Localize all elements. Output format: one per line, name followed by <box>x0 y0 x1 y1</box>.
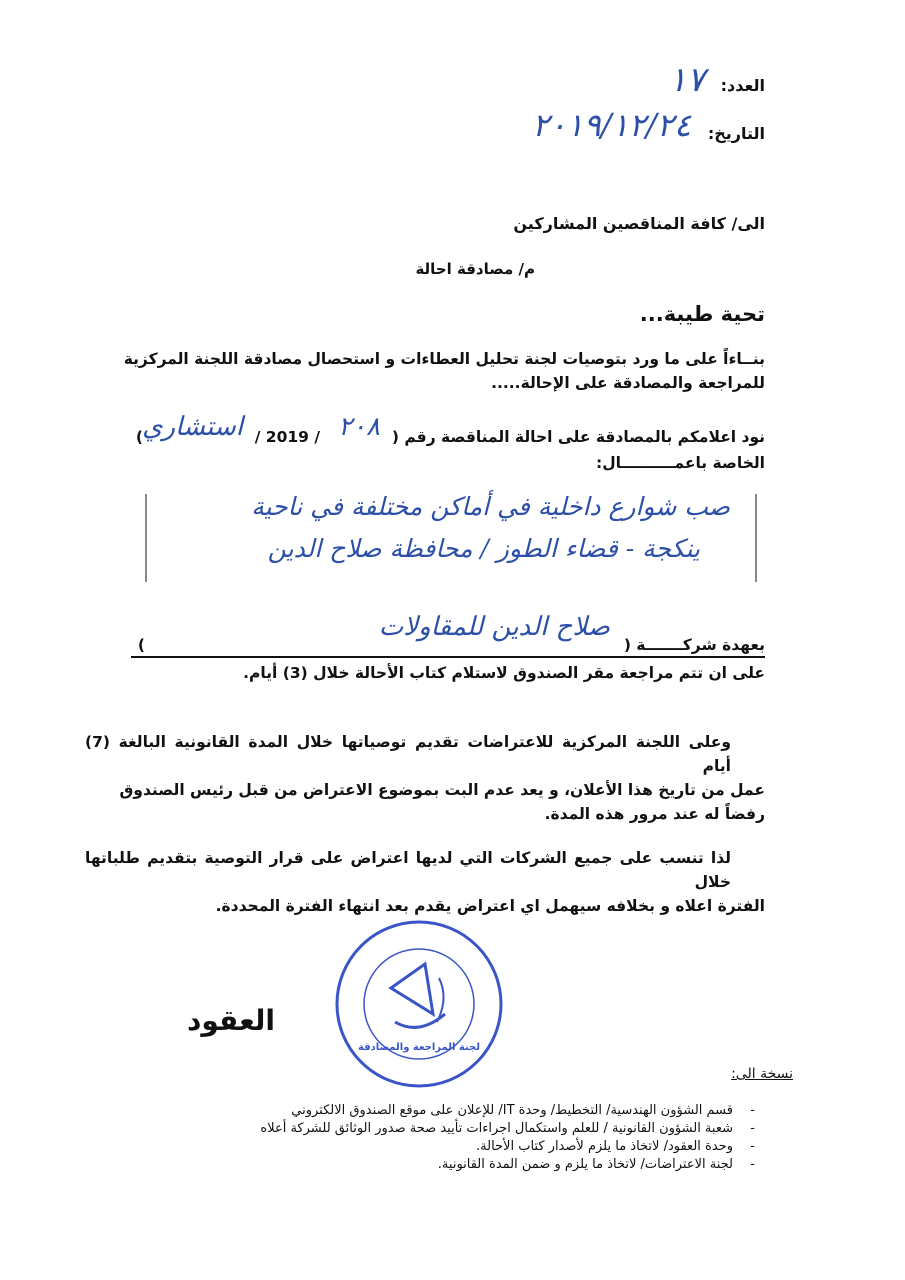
objections-line-1: وعلى اللجنة المركزية للاعتراضات تقديم توصياتها خلال المدة القانونية البالغة (7) أيام <box>85 733 731 775</box>
stamp-outer-text <box>333 918 339 921</box>
svg-text:صندوق إعادة إعمار المناطق المت <box>333 918 339 921</box>
copies-item: - شعبة الشؤون القانونية / للعلم واستكمال اجراءات تأييد صحة صدور الوثائق للشركة أعلاه <box>115 1120 755 1138</box>
company-underline <box>131 656 765 658</box>
works-handwritten-line-2: ينكجة - قضاء الطوز / محافظة صلاح الدين <box>267 534 700 563</box>
number-label: العدد: <box>720 76 765 95</box>
copies-item: - لجنة الاعتراضات/ لاتخاذ ما يلزم و ضمن المدة القانونية. <box>115 1156 755 1174</box>
stamp-inner-text: لجنة المراجعة والمصادقة <box>358 1042 480 1053</box>
company-close-paren: ) <box>137 636 145 654</box>
date-label: التاريخ: <box>707 124 765 143</box>
company-label: بعهدة شركـــــــة ( <box>623 636 765 654</box>
tender-close-paren: ) <box>135 428 143 446</box>
copies-list <box>115 1102 755 1174</box>
objections-line-2: عمل من تاريخ هذا الأعلان، و يعد عدم البت بموضوع الاعتراض من قبل رئيس الصندوق <box>119 781 765 799</box>
notice-line-1: لذا تنسب على جميع الشركات التي لديها اعتراض على قرار التوصية بتقديم طلباتها خلال <box>85 849 731 891</box>
tender-year: / 2019 / <box>254 428 320 446</box>
copies-item: - قسم الشؤون الهندسية/ التخطيط/ وحدة IT/ للإعلان على موقع الصندوق الالكتروني <box>115 1102 755 1120</box>
subject: م/ مصادقة احالة <box>415 260 535 278</box>
notice-line-2: الفترة اعلاه و بخلافه سيهمل اي اعتراض يقدم بعد انتهاء الفترة المحددة. <box>215 897 765 915</box>
notice-paragraph <box>85 846 765 918</box>
objections-paragraph <box>85 730 765 826</box>
greeting: تحية طيبة... <box>639 302 765 326</box>
review-line: على ان تتم مراجعة مقر الصندوق لاستلام كتاب الأحالة خلال (3) أيام. <box>243 664 765 682</box>
tender-text: نود اعلامكم بالمصادقة على احالة المناقصة رقم ( <box>391 428 765 446</box>
tender-type-handwritten: استشاري <box>142 412 243 442</box>
copies-label: نسخة الى: <box>731 1066 793 1082</box>
copies-item: - وحدة العقود/ لاتخاذ ما يلزم لأصدار كتاب الأحالة. <box>115 1138 755 1156</box>
intro-line-1: بنــاءاً على ما ورد بتوصيات لجنة تحليل العطاءات و استحصال مصادقة اللجنة المركزية <box>123 350 765 368</box>
tender-number-handwritten: ٢٠٨ <box>338 412 380 442</box>
company-name-handwritten: صلاح الدين للمقاولات <box>378 612 610 642</box>
works-handwritten-line-1: صب شوارع داخلية في أماكن مختلفة في ناحية <box>251 492 730 521</box>
objections-line-3: رفضاً له عند مرور هذه المدة. <box>544 805 765 823</box>
signature-department: العقود <box>187 1004 275 1037</box>
stamp-emblem-icon <box>391 964 433 1014</box>
stamp-graphic <box>333 918 505 1090</box>
number-handwritten: ١٧ <box>668 60 705 100</box>
intro-line-2: للمراجعة والمصادقة على الإحالة..... <box>491 374 765 392</box>
works-label: الخاصة باعمــــــــــال: <box>596 454 765 472</box>
official-stamp <box>333 918 505 1090</box>
date-handwritten: ٢٠١٩/١٢/٢٤ <box>531 106 691 144</box>
addressee: الى/ كافة المناقصين المشاركين <box>513 214 765 233</box>
